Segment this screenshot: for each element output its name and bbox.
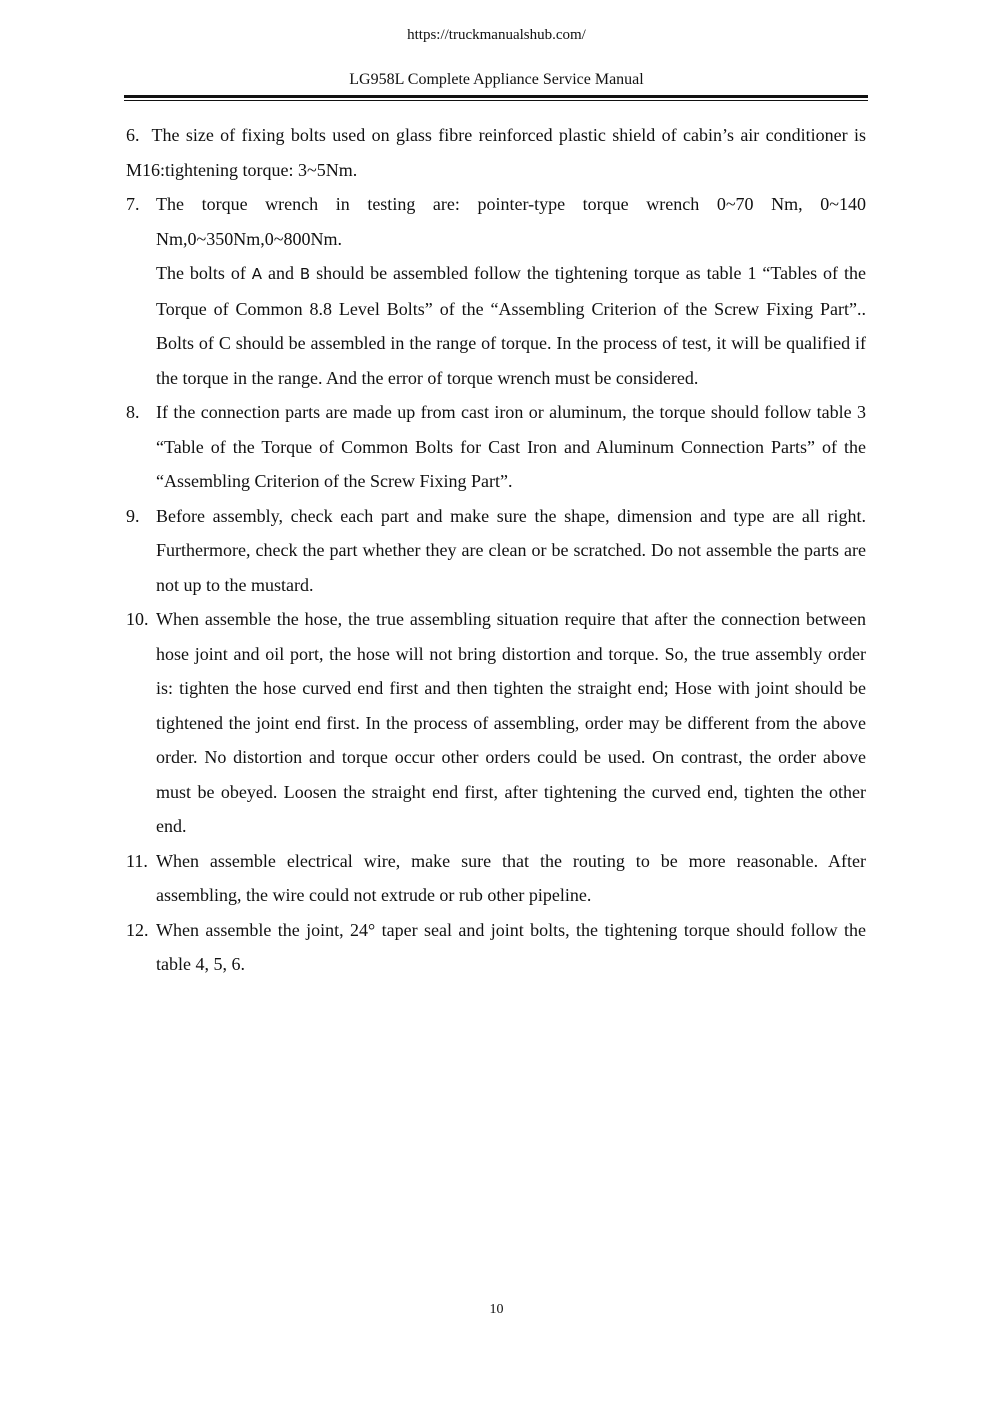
note-rest: should be assembled follow the tightening torque as table 1 “Tables of the Torque of Common 8.8 Level Bolts” of the “Assembling Criterion of the Screw Fixing Part”.. Bolts of C should be assembled in the range of torque. In the process of test, it will be qualified if the torque in the range. And the error of torque wrench must be considered.: [156, 263, 866, 388]
item-number: 6.: [126, 125, 140, 145]
page-body: [126, 118, 866, 982]
item-text: When assemble electrical wire, make sure that the routing to be more reasonable. After assembling, the wire could not extrude or rub other pipeline.: [156, 850, 866, 905]
page-number: 10: [489, 1302, 504, 1317]
list-item-11: [126, 844, 866, 913]
list-item-9: [126, 499, 866, 603]
item-7-note: [126, 256, 866, 395]
item-number: 7.: [126, 194, 140, 214]
item-number: 8.: [126, 402, 140, 422]
bolt-letter-a: A: [251, 265, 263, 283]
item-number: 12.: [126, 919, 149, 940]
item-text: The torque wrench in testing are: pointer-type torque wrench 0~70 Nm, 0~140 Nm,0~350Nm,0~800Nm.: [156, 194, 866, 249]
list-item-6: [126, 118, 866, 187]
list-item-7: [126, 187, 866, 256]
item-text: If the connection parts are made up from cast iron or aluminum, the torque should follow table 3 “Table of the Torque of Common Bolts for Cast Iron and Aluminum Connection Parts” of the “Assembling Criterion of the Screw Fixing Part”.: [156, 402, 866, 491]
header-rule-thick: [124, 95, 868, 98]
item-number: 9.: [126, 505, 140, 526]
item-text: The size of fixing bolts used on glass fibre reinforced plastic shield of cabin’s air conditioner is M16:tightening torque: 3~5Nm.: [126, 125, 866, 180]
bolt-letter-b: B: [299, 265, 311, 283]
list-item-10: [126, 602, 866, 844]
source-url[interactable]: https://truckmanualshub.com/: [407, 27, 586, 43]
item-text: When assemble the hose, the true assembling situation require that after the connection between hose joint and oil port, the hose will not bring distortion and torque. So, the true assembly order is: tighten the hose curved end first and then tighten the straight end; Hose with joint should be tightened the joint end first. In the process of assembling, order may be different from the above order. No distortion and torque occur other orders could be used. On contrast, the order above must be obeyed. Loosen the straight end first, after tightening the curved end, tighten the other end.: [156, 609, 866, 836]
header-rule-thin: [124, 100, 868, 101]
note-prefix: The bolts of: [156, 263, 252, 283]
item-text: Before assembly, check each part and make sure the shape, dimension and type are all right. Furthermore, check the part whether they are clean or be scratched. Do not assemble the parts are not up to the mustard.: [156, 505, 866, 595]
item-text: When assemble the joint, 24° taper seal and joint bolts, the tightening torque should follow the table 4, 5, 6.: [156, 919, 866, 974]
item-number: 10.: [126, 609, 149, 629]
note-mid: and: [262, 263, 300, 283]
list-item-8: [126, 395, 866, 499]
item-number: 11.: [126, 850, 148, 871]
list-item-12: [126, 913, 866, 982]
manual-title-header: LG958L Complete Appliance Service Manual: [349, 71, 644, 88]
